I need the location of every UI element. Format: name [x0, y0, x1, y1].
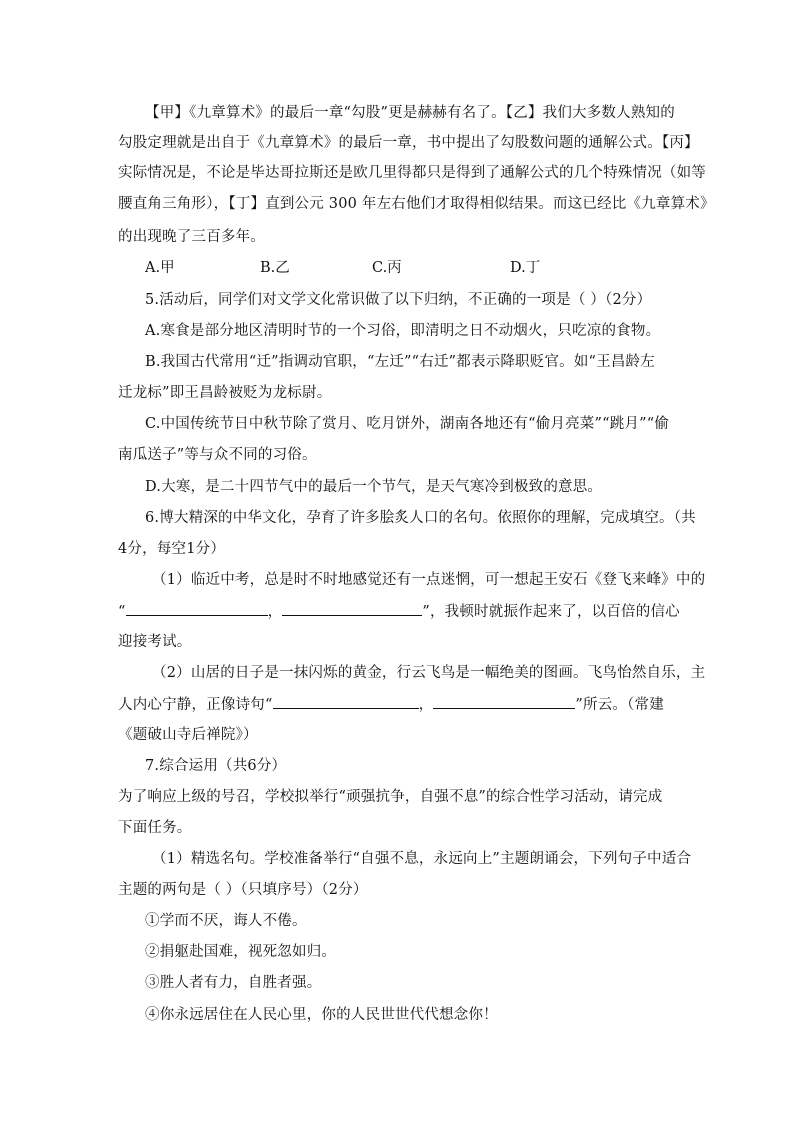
q6-part1-tail: ”，我顿时就振作起来了，以百倍的信心 [422, 604, 680, 620]
sentence-3: ③胜人者有力，自胜者强。 [145, 975, 322, 991]
q6-part1-line2 [118, 601, 678, 622]
q6-part1-line3: 迎接考试。 [118, 634, 192, 650]
q4-options [145, 258, 665, 278]
sentence-2: ②捐躯赴国难，视死忽如归。 [145, 944, 337, 960]
q6-part1-line1: （1）临近中考，总是时不时地感觉还有一点迷惘，可一想起王安石《登飞来峰》中的 [152, 572, 706, 588]
fill-blank-4[interactable] [433, 694, 575, 709]
passage-line-4: 腰直角三角形），【丁】直到公元 300 年左右他们才取得相似结果。而这已经比《九章算术》 [118, 196, 715, 212]
comma: ， [267, 604, 283, 620]
q6-stem-line1: 6.博大精深的中华文化，孕育了许多脍炙人口的名句。依照你的理解，完成填空。（共 [145, 510, 696, 526]
passage-line-5: 的出现晚了三百多年。 [118, 229, 265, 245]
q5-option-b-line1: B.我国古代常用“迁”指调动官职，“左迁”“右迁”都表示降职贬官。如“王昌龄左 [145, 354, 655, 370]
q6-stem-line2: 4分，每空1分） [118, 541, 226, 557]
passage-line-3: 实际情况是，不论是毕达哥拉斯还是欧几里得都只是得到了通解公式的几个特殊情况（如等 [118, 165, 706, 181]
q5-option-d: D.大寒，是二十四节气中的最后一个节气，是天气寒冷到极致的意思。 [145, 479, 603, 495]
q7-task1-line2: 主题的两句是（ ）（只填序号）（2分） [118, 882, 368, 898]
q7-intro-line1: 为了响应上级的号召，学校拟举行“顽强抗争，自强不息”的综合性学习活动，请完成 [118, 789, 663, 805]
sentence-1: ①学而不厌，诲人不倦。 [145, 913, 307, 929]
q6-part2-line3: 《题破山寺后禅院》） [118, 727, 258, 743]
q5-option-c-line1: C.中国传统节日中秋节除了赏月、吃月饼外，湖南各地还有“偷月亮菜”“跳月”“偷 [145, 416, 670, 432]
q5-option-b-line2: 迁龙标”即王昌龄被贬为龙标尉。 [118, 385, 332, 401]
q7-intro-line2: 下面任务。 [118, 820, 192, 836]
q4-option-d: D.丁 [510, 260, 541, 276]
open-quote: “ [118, 604, 126, 620]
fill-blank-2[interactable] [282, 601, 422, 616]
q7-title: 7.综合运用（共6分） [145, 758, 287, 774]
q4-option-c: C.丙 [372, 260, 402, 276]
q5-option-a: A.寒食是部分地区清明时节的一个习俗，即清明之日不动烟火，只吃凉的食物。 [145, 323, 661, 339]
q6-part2-line1: （2）山居的日子是一抹闪烁的黄金，行云飞鸟是一幅绝美的图画。飞鸟怡然自乐，主 [152, 665, 706, 681]
passage-line-1: 【甲】《九章算术》的最后一章“勾股”更是赫赫有名了。【乙】我们大多数人熟知的 [145, 105, 675, 121]
q4-option-a: A.甲 [145, 260, 175, 276]
passage-line-2: 勾股定理就是出自于《九章算术》的最后一章，书中提出了勾股数问题的通解公式。【丙】 [118, 135, 699, 151]
fill-blank-3[interactable] [273, 694, 419, 709]
q7-task1-line1: （1）精选名句。学校准备举行“自强不息，永远向上”主题朗诵会，下列句子中适合 [152, 851, 692, 867]
comma: ， [418, 697, 434, 713]
q6-part2-line2 [118, 694, 678, 715]
fill-blank-1[interactable] [126, 601, 268, 616]
q4-option-b: B.乙 [260, 260, 290, 276]
q5-option-c-line2: 南瓜送子”等与众不同的习俗。 [118, 447, 317, 463]
sentence-4: ④你永远居住在人民心里，你的人民世世代代想念你！ [145, 1007, 498, 1023]
q6-part2-lead: 人内心宁静，正像诗句“ [118, 697, 273, 713]
q6-part2-tail: ”所云。（常建 [575, 697, 664, 713]
q5-stem: 5.活动后，同学们对文学文化常识做了以下归纳，不正确的一项是（ ）（2分） [145, 292, 652, 308]
